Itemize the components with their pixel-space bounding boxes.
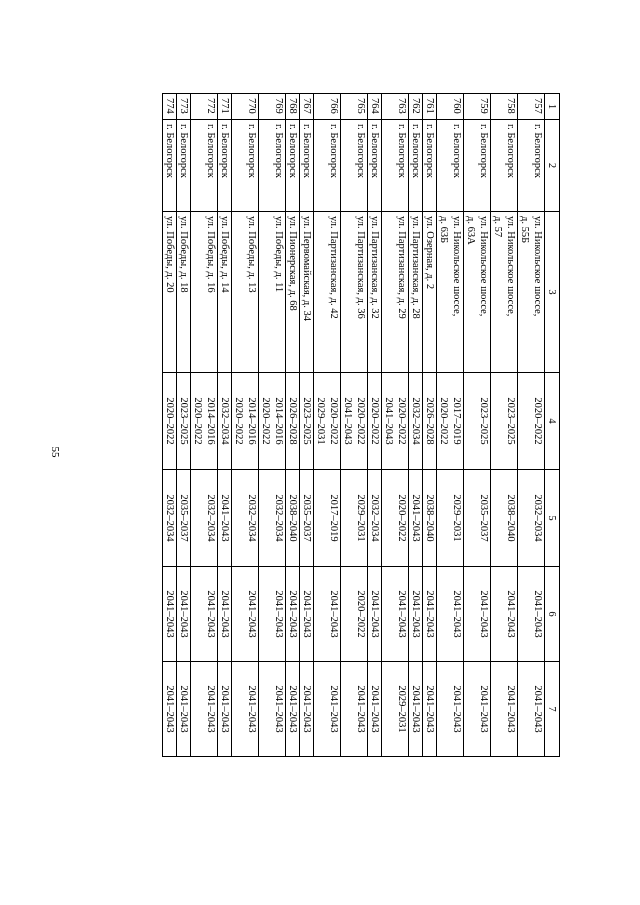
period-col7-cell: 2041–2043 [518,662,545,757]
period-col4-cell [300,373,314,470]
col-header-4: 4 [545,373,560,470]
period-col4-cell-line: 2020–2022 [355,397,366,445]
period-col4-cell-line: 2023–2025 [505,397,516,445]
period-col7-cell: 2041–2043 [314,662,341,757]
address-cell [382,212,409,373]
row-number: 772 [191,94,218,120]
table-row [409,94,423,757]
period-col4-cell [518,373,545,470]
period-col7-cell: 2041–2043 [437,662,464,757]
city-cell: г. Белогорск [368,120,382,212]
address-cell [163,212,177,373]
city-cell: г. Белогорск [191,120,218,212]
address-cell-line: д. 63Б [438,216,449,244]
table-row [518,94,545,757]
page-number: 55 [49,446,61,458]
period-col5-cell: 2017–2019 [314,470,341,567]
address-cell [218,212,232,373]
address-cell [177,212,191,373]
table-header-row [545,94,560,757]
period-col4-cell [437,373,464,470]
period-col4-cell [464,373,491,470]
period-col6-cell: 2041–2043 [368,567,382,662]
col-header-2: 2 [545,120,560,212]
period-col6-cell: 2041–2043 [286,567,300,662]
period-col7-cell: 2029–2031 [382,662,409,757]
table-row [368,94,382,757]
period-col5-cell: 2029–2031 [437,470,464,567]
table-body [163,94,545,757]
period-col5-cell: 2035–2037 [177,470,191,567]
city-cell: г. Белогорск [423,120,437,212]
address-cell-line: ул. Партизанская, д. 29 [396,216,407,319]
city-cell: г. Белогорск [218,120,232,212]
rotated-table-container [108,93,560,756]
address-cell-line: ул. Никольское шоссе, [532,216,543,317]
address-cell [341,212,368,373]
table-row [382,94,409,757]
period-col6-cell: 2041–2043 [314,567,341,662]
address-cell-line: ул. Победы, д. 11 [273,216,284,293]
row-number: 757 [518,94,545,120]
address-cell [409,212,423,373]
row-number: 769 [259,94,286,120]
city-cell: г. Белогорск [163,120,177,212]
col-header-5: 5 [545,470,560,567]
period-col5-cell: 2032–2034 [518,470,545,567]
period-col4-cell [232,373,259,470]
period-col4-cell [259,373,286,470]
row-number: 762 [409,94,423,120]
period-col4-cell-line: 2023–2025 [301,397,312,445]
row-number: 764 [368,94,382,120]
period-col6-cell: 2041–2043 [163,567,177,662]
schedule-table [162,93,560,757]
city-cell: г. Белогорск [464,120,491,212]
period-col6-cell: 2020–2022 [341,567,368,662]
period-col4-cell-line: 2032–2034 [410,397,421,445]
address-cell-line: ул. Победы, д. 16 [205,216,216,293]
address-cell-line: ул. Победы, д. 18 [178,216,189,293]
city-cell: г. Белогорск [518,120,545,212]
address-cell-line: ул. Никольское шоссе, [505,216,516,317]
table-row [464,94,491,757]
period-col4-cell [409,373,423,470]
table-row [177,94,191,757]
period-col4-cell [218,373,232,470]
row-number: 774 [163,94,177,120]
period-col4-cell [382,373,409,470]
city-cell: г. Белогорск [382,120,409,212]
address-cell [437,212,464,373]
period-col7-cell: 2041–2043 [163,662,177,757]
period-col4-cell [491,373,518,470]
address-cell [191,212,218,373]
address-cell-line: ул. Первомайская, д. 34 [301,216,312,321]
period-col5-cell: 2035–2037 [300,470,314,567]
period-col7-cell: 2041–2043 [409,662,423,757]
col-header-7: 7 [545,662,560,757]
table-row [314,94,341,757]
row-number: 773 [177,94,191,120]
period-col4-cell-line: 2020–2022 [192,397,203,445]
address-cell [314,212,341,373]
period-col5-cell: 2035–2037 [464,470,491,567]
period-col4-cell-line: 2041–2043 [342,397,353,445]
address-cell-line: ул. Пионерская, д. 68 [287,216,298,311]
table-row [300,94,314,757]
address-cell-line: ул. Партизанская, д. 28 [410,216,421,319]
address-cell [300,212,314,373]
address-cell [491,212,518,373]
period-col5-cell: 2038–2040 [491,470,518,567]
address-cell-line: д. 63А [465,216,476,245]
period-col5-cell: 2032–2034 [368,470,382,567]
period-col4-cell-line: 2017–2019 [451,397,462,445]
table-row [491,94,518,757]
address-cell [286,212,300,373]
period-col5-cell: 2032–2034 [163,470,177,567]
table-row [191,94,218,757]
city-cell: г. Белогорск [300,120,314,212]
table-row [341,94,368,757]
table-row [437,94,464,757]
period-col5-cell: 2020–2022 [382,470,409,567]
table-row [286,94,300,757]
period-col4-cell-line: 2020–2022 [369,397,380,445]
period-col5-cell: 2038–2040 [423,470,437,567]
period-col4-cell-line: 2020–2022 [396,397,407,445]
period-col4-cell-line: 2014–2016 [246,397,257,445]
row-number: 763 [382,94,409,120]
period-col4-cell-line: 2020–2022 [438,397,449,445]
period-col6-cell: 2041–2043 [409,567,423,662]
period-col4-cell-line: 2026–2028 [287,397,298,445]
period-col4-cell [423,373,437,470]
address-cell-line: ул. Никольское шоссе, [451,216,462,317]
city-cell: г. Белогорск [437,120,464,212]
period-col4-cell-line: 2020–2022 [532,397,543,445]
period-col4-cell-line: 2020–2022 [164,397,175,445]
table-row [163,94,177,757]
address-cell [423,212,437,373]
period-col5-cell: 2032–2034 [191,470,218,567]
address-cell-line: д. 57 [492,216,503,238]
table-row [423,94,437,757]
period-col7-cell: 2041–2043 [232,662,259,757]
period-col6-cell: 2041–2043 [218,567,232,662]
period-col7-cell: 2041–2043 [286,662,300,757]
period-col7-cell: 2041–2043 [218,662,232,757]
period-col4-cell [163,373,177,470]
period-col4-cell-line: 2041–2043 [383,397,394,445]
period-col6-cell: 2041–2043 [191,567,218,662]
address-cell [518,212,545,373]
period-col7-cell: 2041–2043 [368,662,382,757]
period-col5-cell: 2038–2040 [286,470,300,567]
period-col6-cell: 2041–2043 [259,567,286,662]
col-header-1: 1 [545,94,560,120]
row-number: 771 [218,94,232,120]
row-number: 759 [464,94,491,120]
period-col7-cell: 2041–2043 [491,662,518,757]
period-col4-cell-line: 2014–2016 [273,397,284,445]
period-col7-cell: 2041–2043 [191,662,218,757]
row-number: 768 [286,94,300,120]
period-col6-cell: 2041–2043 [232,567,259,662]
city-cell: г. Белогорск [232,120,259,212]
address-cell-line: ул. Партизанская, д. 32 [369,216,380,319]
period-col5-cell: 2029–2031 [341,470,368,567]
row-number: 770 [232,94,259,120]
address-cell-line: ул. Победы, д. 13 [246,216,257,293]
period-col6-cell: 2041–2043 [491,567,518,662]
period-col7-cell: 2041–2043 [300,662,314,757]
row-number: 765 [341,94,368,120]
row-number: 766 [314,94,341,120]
address-cell [259,212,286,373]
address-cell-line: ул. Озерная, д. 2 [424,216,435,290]
row-number: 761 [423,94,437,120]
period-col4-cell-line: 2020–2022 [328,397,339,445]
period-col6-cell: 2041–2043 [382,567,409,662]
period-col4-cell-line: 2014–2016 [205,397,216,445]
period-col4-cell [286,373,300,470]
period-col6-cell: 2041–2043 [464,567,491,662]
row-number: 758 [491,94,518,120]
period-col4-cell [341,373,368,470]
period-col4-cell-line: 2020–2022 [233,397,244,445]
period-col6-cell: 2041–2043 [300,567,314,662]
city-cell: г. Белогорск [177,120,191,212]
period-col5-cell: 2032–2034 [232,470,259,567]
table-row [259,94,286,757]
period-col6-cell: 2041–2043 [177,567,191,662]
period-col6-cell: 2041–2043 [437,567,464,662]
period-col5-cell: 2041–2043 [409,470,423,567]
period-col5-cell: 2041–2043 [218,470,232,567]
address-cell-line: д. 55Б [519,216,530,244]
city-cell: г. Белогорск [409,120,423,212]
city-cell: г. Белогорск [341,120,368,212]
row-number: 767 [300,94,314,120]
period-col7-cell: 2041–2043 [177,662,191,757]
period-col4-cell [314,373,341,470]
city-cell: г. Белогорск [491,120,518,212]
period-col4-cell-line: 2029–2031 [315,397,326,445]
period-col7-cell: 2041–2043 [341,662,368,757]
address-cell-line: ул. Партизанская, д. 36 [355,216,366,319]
period-col7-cell: 2041–2043 [259,662,286,757]
period-col4-cell-line: 2032–2034 [219,397,230,445]
period-col4-cell-line: 2020–2022 [260,397,271,445]
table-row [218,94,232,757]
period-col4-cell [368,373,382,470]
table-row [232,94,259,757]
period-col4-cell-line: 2023–2025 [478,397,489,445]
period-col4-cell-line: 2023–2025 [178,397,189,445]
period-col7-cell: 2041–2043 [464,662,491,757]
period-col6-cell: 2041–2043 [518,567,545,662]
city-cell: г. Белогорск [314,120,341,212]
col-header-6: 6 [545,567,560,662]
period-col7-cell: 2041–2043 [423,662,437,757]
period-col4-cell [191,373,218,470]
period-col4-cell [177,373,191,470]
address-cell-line: ул. Победы, д. 14 [219,216,230,293]
period-col5-cell: 2032–2034 [259,470,286,567]
address-cell-line: ул. Никольское шоссе, [478,216,489,317]
col-header-3: 3 [545,212,560,373]
address-cell [232,212,259,373]
period-col6-cell: 2041–2043 [423,567,437,662]
address-cell [368,212,382,373]
row-number: 760 [437,94,464,120]
period-col4-cell-line: 2026–2028 [424,397,435,445]
address-cell [464,212,491,373]
address-cell-line: ул. Победы, д. 20 [164,216,175,293]
city-cell: г. Белогорск [259,120,286,212]
city-cell: г. Белогорск [286,120,300,212]
address-cell-line: ул. Партизанская, д. 42 [328,216,339,319]
